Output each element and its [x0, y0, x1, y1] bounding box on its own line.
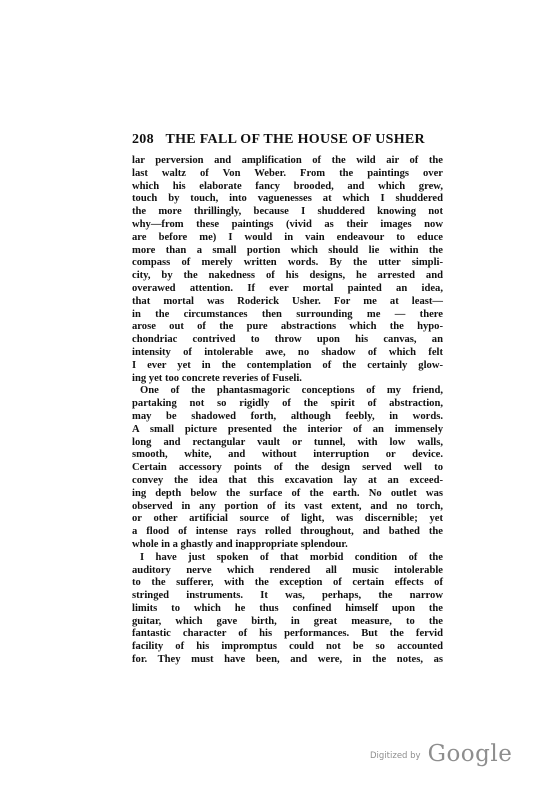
text-line: that mortal was Roderick Usher. For me at least— — [132, 295, 443, 307]
text-line: why—from these paintings (vivid as their images now — [132, 218, 443, 230]
text-line: in the circumstances then surrounding me — there — [132, 308, 443, 320]
text-line: ing depth below the surface of the earth. No outlet was — [132, 487, 443, 499]
text-line: stringed instruments. It was, perhaps, the narrow — [132, 590, 443, 602]
text-line: which his elaborate fancy brooded, and which grew, — [132, 180, 443, 192]
text-line: may be shadowed forth, although feebly, in words. — [132, 410, 443, 422]
text-line: fantastic character of his performances. But the fervid — [132, 628, 443, 640]
text-line: guitar, which gave birth, in great measure, to the — [132, 615, 443, 627]
text-line: auditory nerve which rendered all music intolerable — [132, 564, 443, 576]
text-line: city, by the nakedness of his designs, he arrested and — [132, 270, 443, 282]
text-line: for. They must have been, and were, in the notes, as — [132, 654, 443, 666]
text-line: touch by touch, into vaguenesses at which I shuddered — [132, 193, 443, 205]
running-header — [132, 132, 452, 148]
text-line: Certain accessory points of the design served well to — [132, 462, 443, 474]
text-line: observed in any portion of its vast extent, and no torch, — [132, 500, 443, 512]
watermark-prefix: Digitized by — [370, 751, 421, 761]
text-line: A small picture presented the interior of an immensely — [132, 423, 443, 435]
text-line: compass of merely written words. By the utter simpli- — [132, 257, 443, 269]
text-line: chondriac contrived to throw upon his canvas, an — [132, 334, 443, 346]
text-line: convey the idea that this excavation lay at an exceed- — [132, 474, 443, 486]
text-line: I ever yet in the contemplation of the certainly glow- — [132, 359, 443, 371]
page-number: 208 — [132, 132, 154, 147]
text-line: I have just spoken of that morbid condition of the — [140, 551, 443, 563]
text-line: arose out of the pure abstractions which the hypo- — [132, 321, 443, 333]
text-line: or other artificial source of light, was discernible; yet — [132, 513, 443, 525]
digitized-by-google-watermark — [370, 741, 513, 773]
text-line: limits to which he thus confined himself upon the — [132, 602, 443, 614]
text-line: to the sufferer, with the exception of certain effects of — [132, 577, 443, 589]
body-text — [132, 155, 443, 667]
text-line: a flood of intense rays rolled throughout, and bathed the — [132, 526, 443, 538]
text-line: facility of his impromptus could not be so accounted — [132, 641, 443, 653]
text-line: the more thrillingly, because I shuddered knowing not — [132, 206, 443, 218]
text-line: ing yet too concrete reveries of Fuseli. — [132, 372, 302, 384]
text-line: smooth, white, and without interruption or device. — [132, 449, 443, 461]
running-title: THE FALL OF THE HOUSE OF USHER — [165, 132, 425, 147]
watermark-brand: Google — [427, 741, 513, 767]
text-line: more than a small portion which should lie within the — [132, 244, 443, 256]
text-line: are before me) I would in vain endeavour to educe — [132, 231, 443, 243]
text-line: intensity of intolerable awe, no shadow of which felt — [132, 346, 443, 358]
text-line: partaking not so rigidly of the spirit of abstraction, — [132, 398, 443, 410]
text-line: One of the phantasmagoric conceptions of my friend, — [140, 385, 443, 397]
text-line: long and rectangular vault or tunnel, with low walls, — [132, 436, 443, 448]
text-line: last waltz of Von Weber. From the paintings over — [132, 167, 443, 179]
text-line: lar perversion and amplification of the wild air of the — [132, 155, 443, 166]
text-line: overawed attention. If ever mortal painted an idea, — [132, 282, 443, 294]
text-line: whole in a ghastly and inappropriate splendour. — [132, 538, 348, 550]
